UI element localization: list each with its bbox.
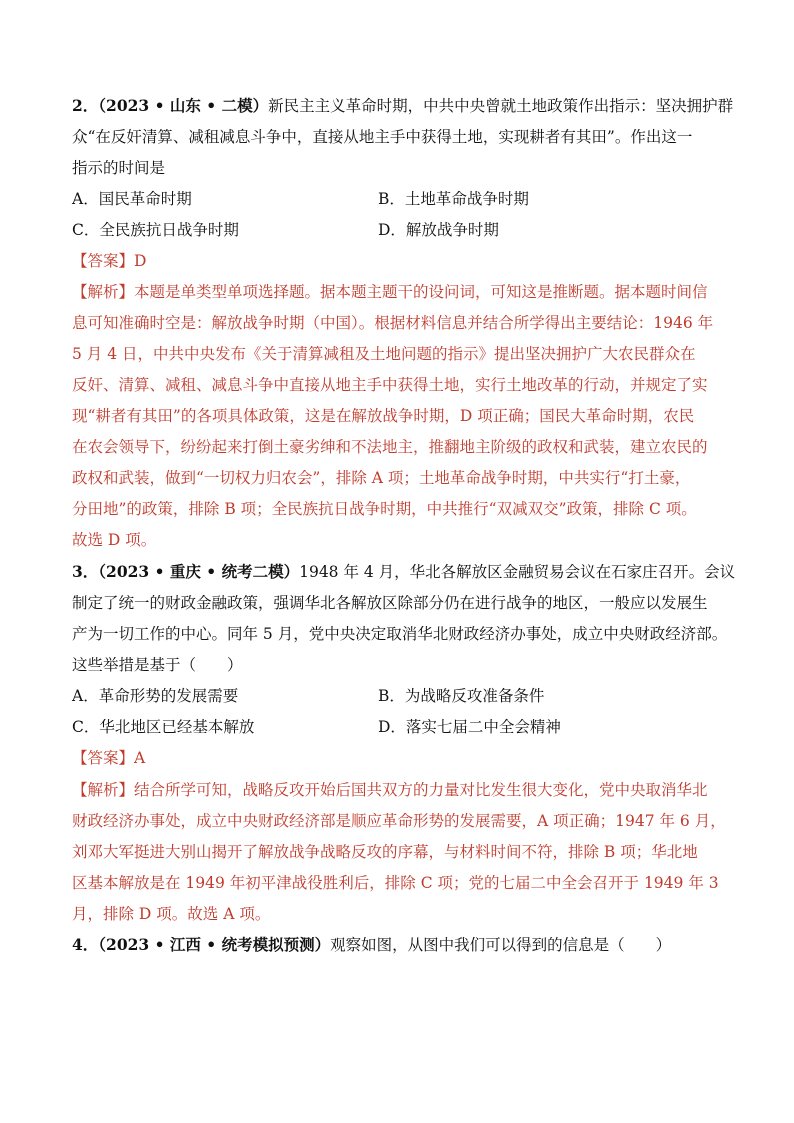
q2-analysis-line-3: 5 月 4 日，中共中央发布《关于清算减租及土地问题的指示》提出坚决拥护广大农民群众在 xyxy=(72,345,696,363)
q3-number: 3． xyxy=(72,562,99,581)
q3-answer-value: A xyxy=(134,749,146,767)
q4-number: 4． xyxy=(72,935,99,954)
q4-stem-text: 观察如图，从图中我们可以得到的信息是（ ） xyxy=(330,936,672,954)
q2-analysis-line-4: 反奸、清算、减租、减息斗争中直接从地主手中获得土地，实行土地改革的行动，并规定了实 xyxy=(72,376,708,394)
q3-option-d: D．落实七届二中全会精神 xyxy=(378,718,561,736)
q3-answer xyxy=(72,748,145,768)
q2-option-d: D．解放战争时期 xyxy=(378,221,499,239)
q2-analysis-line-7: 政权和武装，做到“一切权力归农会”，排除 A 项；土地革命战争时期，中共实行“打土豪， xyxy=(72,469,691,487)
q2-analysis-line-6: 在农会领导下，纷纷起来打倒土豪劣绅和不法地主，推翻地主阶级的政权和武装，建立农民的 xyxy=(72,438,708,456)
q3-analysis-line-1 xyxy=(72,780,708,800)
q2-answer-tag: 【答案】 xyxy=(72,252,135,270)
q3-answer-tag: 【答案】 xyxy=(72,749,135,767)
q3-analysis-line-5: 月，排除 D 项。故选 A 项。 xyxy=(72,905,271,923)
q2-stem-line-2: 众“在反奸清算、减租减息斗争中，直接从地主手中获得土地，实现耕者有其田”。作出这一 xyxy=(72,128,693,146)
q2-analysis-tag: 【解析】 xyxy=(72,283,135,301)
q3-analysis-text-1: 结合所学可知，战略反攻开始后国共双方的力量对比发生很大变化，党中央取消华北 xyxy=(134,781,708,799)
q2-analysis-line-8: 分田地”的政策，排除 B 项；全民族抗日战争时期，中共推行“双减双交”政策，排除 C 项。 xyxy=(72,500,697,518)
q3-stem-text-1: 1948 年 4 月，华北各解放区金融贸易会议在石家庄召开。会议 xyxy=(299,563,736,581)
q2-analysis-line-9: 故选 D 项。 xyxy=(72,531,157,549)
q2-analysis-line-2: 息可知准确时空是：解放战争时期（中国）。根据材料信息并结合所学得出主要结论：1946 年 xyxy=(72,314,714,332)
q3-stem-line-4: 这些举措是基于（ ） xyxy=(72,656,243,674)
q3-option-a: A．革命形势的发展需要 xyxy=(72,687,239,705)
q3-analysis-tag: 【解析】 xyxy=(72,781,135,799)
q2-answer xyxy=(72,251,146,271)
q2-analysis-line-1 xyxy=(72,282,708,302)
q2-analysis-text-1: 本题是单类型单项选择题。据本题主题干的设问词，可知这是推断题。据本题时间信 xyxy=(134,283,708,301)
q4-source: （2023 • 江西 • 统考模拟预测） xyxy=(98,935,331,954)
q3-source: （2023 • 重庆 • 统考二模） xyxy=(98,562,300,581)
q2-number: 2． xyxy=(72,96,99,115)
q2-stem-line-3: 指示的时间是 xyxy=(72,159,166,177)
q2-analysis-line-5: 现“耕者有其田”的各项具体政策，这是在解放战争时期，D 项正确；国民大革命时期，农民 xyxy=(72,407,695,425)
q2-option-c: C．全民族抗日战争时期 xyxy=(72,221,239,239)
q3-option-c: C．华北地区已经基本解放 xyxy=(72,718,255,736)
q2-source: （2023 • 山东 • 二模） xyxy=(98,96,269,115)
q3-stem-line-2: 制定了统一的财政金融政策，强调华北各解放区除部分仍在进行战争的地区，一般应以发展生 xyxy=(72,594,708,612)
q2-option-b: B．土地革命战争时期 xyxy=(378,190,529,208)
q3-option-b: B．为战略反攻准备条件 xyxy=(378,687,545,705)
q2-option-a: A．国民革命时期 xyxy=(72,190,192,208)
q3-analysis-line-2: 财政经济办事处，成立中央财政经济部是顺应革命形势的发展需要，A 项正确；1947 年 6 月， xyxy=(72,812,726,830)
q3-analysis-line-3: 刘邓大军挺进大别山揭开了解放战争战略反攻的序幕，与材料时间不符，排除 B 项；华北地 xyxy=(72,843,698,861)
q4-stem-line-1 xyxy=(72,935,671,955)
q3-stem-line-1 xyxy=(72,562,735,582)
q3-stem-line-3: 产为一切工作的中心。同年 5 月，党中央决定取消华北财政经济办事处，成立中央财政经济部。 xyxy=(72,625,728,643)
q2-answer-value: D xyxy=(134,252,147,270)
q2-stem-line-1 xyxy=(72,96,733,116)
q3-analysis-line-4: 区基本解放是在 1949 年初平津战役胜利后，排除 C 项；党的七届二中全会召开于 1949 年 3 xyxy=(72,874,719,892)
q2-stem-text-1: 新民主主义革命时期，中共中央曾就土地政策作出指示：坚决拥护群 xyxy=(268,97,734,115)
